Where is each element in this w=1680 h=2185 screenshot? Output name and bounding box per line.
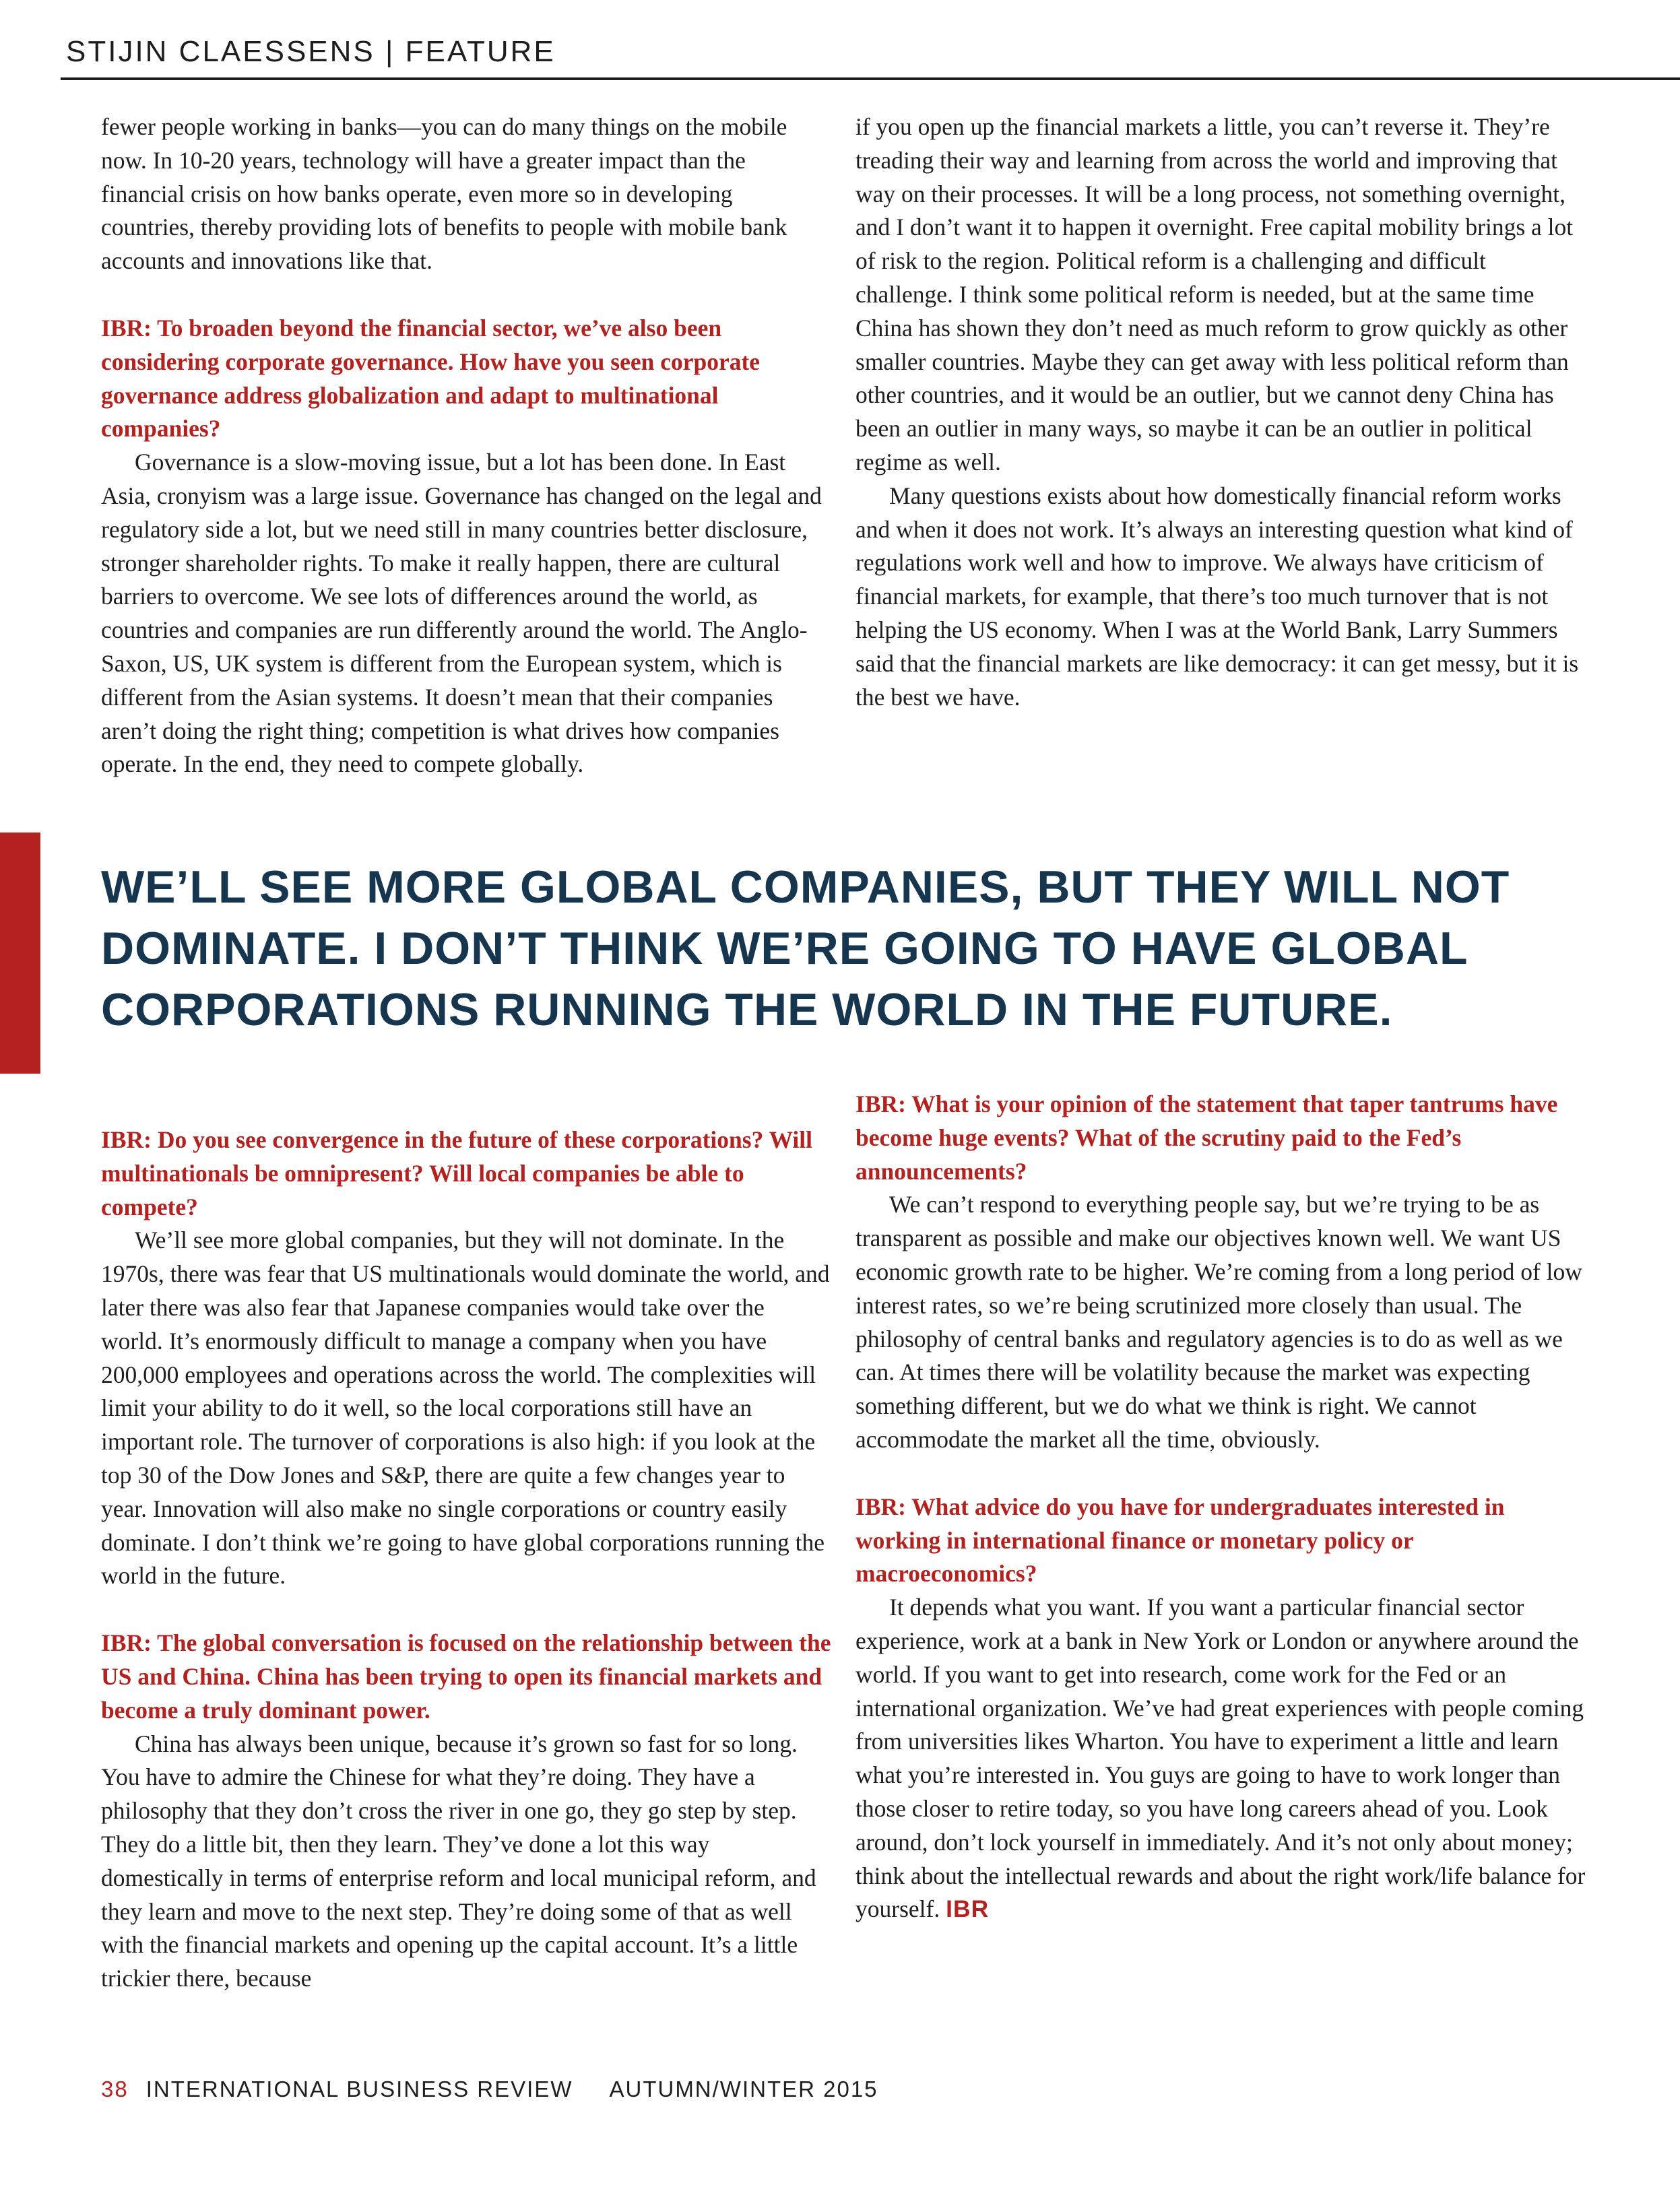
pull-quote: WE’LL SEE MORE GLOBAL COMPANIES, BUT THEY WILL NOT DOMINATE. I DON’T THINK WE’RE GOING TO HAVE GLOBAL CORPORATIONS RUNNING THE WORLD IN THE FUTURE. <box>101 861 1510 1035</box>
bottom-left-column <box>101 1123 832 1996</box>
interview-answer <box>855 1591 1586 1926</box>
interview-question: IBR: What advice do you have for undergraduates interested in working in international finance or monetary policy or macroeconomics? <box>855 1493 1505 1588</box>
interview-question: IBR: To broaden beyond the financial sector, we’ve also been considering corporate governance. How have you seen corporate governance address globalization and adapt to multinational companies? <box>101 314 761 443</box>
magazine-name: INTERNATIONAL BUSINESS REVIEW <box>146 2077 573 2101</box>
body-paragraph: Many questions exists about how domestically financial reform works and when it does not work. It’s always an interesting question what kind of regulations work well and how to improve. We always have criticism of financial markets, for example, that there’s too much turnover that is not helping the US economy. When I was at the World Bank, Larry Summers said that the financial markets are like democracy: it can get messy, but it is the best we have. <box>855 482 1579 711</box>
answer-text: It depends what you want. If you want a particular financial sector experience, work at a bank in New York or London or anywhere around the world. If you want to get into research, come work for the Fed or an international organization. We’ve had great experiences with people coming from universities likes Wharton. You have to experiment a little and learn what you’re interested in. You guys are going to have to work longer than those closer to retire today, so you have long careers ahead of you. Look around, don’t lock yourself in immediately. And it’s not only about money; think about the intellectual rewards and about the right work/life balance for yourself. <box>855 1594 1586 1923</box>
issue-label: AUTUMN/WINTER 2015 <box>609 2077 878 2101</box>
running-head: STIJIN CLAESSENS | FEATURE <box>66 35 556 68</box>
interview-question: IBR: Do you see convergence in the future of these corporations? Will multinationals be omnipresent? Will local companies be able to compete? <box>101 1126 813 1220</box>
interview-answer: China has always been unique, because it’s grown so fast for so long. You have to admire the Chinese for what they’re doing. They have a philosophy that they don’t cross the river in one go, they go step by step. They do a little bit, then they learn. They’ve done a lot this way domestically in terms of enterprise reform and local municipal reform, and they learn and move to the next step. They’re doing some of that as well with the financial markets and opening up the capital account. It’s a little trickier there, because <box>101 1730 816 1992</box>
interview-question: IBR: The global conversation is focused on the relationship between the US and China. China has been trying to open its financial markets and become a truly dominant power. <box>101 1629 831 1724</box>
interview-answer: We’ll see more global companies, but they will not dominate. In the 1970s, there was fear that US multinationals would dominate the world, and later there was also fear that Japanese companies would take over the world. It’s enormously difficult to manage a company when you have 200,000 employees and operations across the world. The complexities will limit your ability to do it well, so the local corporations still have an important role. The turnover of corporations is also high: if you look at the top 30 of the Dow Jones and S&P, there are quite a few changes year to year. Innovation will also make no single corporations or country easily dominate. I don’t think we’re going to have global corporations running the world in the future. <box>101 1227 830 1590</box>
interview-answer: Governance is a slow-moving issue, but a lot has been done. In East Asia, cronyism was a large issue. Governance has changed on the legal and regulatory side a lot, but we need still in many countries better disclosure, stronger shareholder rights. To make it really happen, there are cultural barriers to overcome. We see lots of differences around the world, as countries and companies are run differently around the world. The Anglo-Saxon, US, UK system is different from the European system, which is different from the Asian systems. It doesn’t mean that their companies aren’t doing the right thing; competition is what drives how companies operate. In the end, they need to compete globally. <box>101 449 822 778</box>
pull-quote-accent-bar <box>0 833 40 1074</box>
interview-question: IBR: What is your opinion of the statement that taper tantrums have become huge events? What of the scrutiny paid to the Fed’s announcements? <box>855 1090 1558 1185</box>
bottom-right-column <box>855 1088 1586 1926</box>
top-left-column <box>101 110 832 781</box>
header-rule <box>61 77 1680 80</box>
top-right-column <box>855 110 1586 714</box>
page-number: 38 <box>101 2077 129 2101</box>
interview-answer: We can’t respond to everything people say, but we’re trying to be as transparent as possible and make our objectives known well. We want US economic growth rate to be higher. We’re coming from a long period of low interest rates, so we’re being scrutinized more closely than usual. The philosophy of central banks and regulatory agencies is to do as well as we can. At times there will be volatility because the market was expecting something different, but we do what we think is right. We cannot accommodate the market all the time, obviously. <box>855 1191 1582 1453</box>
end-mark: IBR <box>946 1895 990 1923</box>
page-footer <box>101 2077 878 2102</box>
body-paragraph: if you open up the financial markets a little, you can’t reverse it. They’re treading their way and learning from across the world and improving that way on their processes. It will be a long process, not something overnight, and I don’t want it to happen it overnight. Free capital mobility brings a lot of risk to the region. Political reform is a challenging and difficult challenge. I think some political reform is needed, but at the same time China has shown they don’t need as much reform to grow quickly as other smaller countries. Maybe they can get away with less political reform than other countries, and it would be an outlier, but we cannot deny China has been an outlier in many ways, so maybe it can be an outlier in political regime as well. <box>855 113 1574 476</box>
body-paragraph: fewer people working in banks—you can do many things on the mobile now. In 10-20 years, technology will have a greater impact than the financial crisis on how banks operate, even more so in developing countries, thereby providing lots of benefits to people with mobile bank accounts and innovations like that. <box>101 113 787 275</box>
